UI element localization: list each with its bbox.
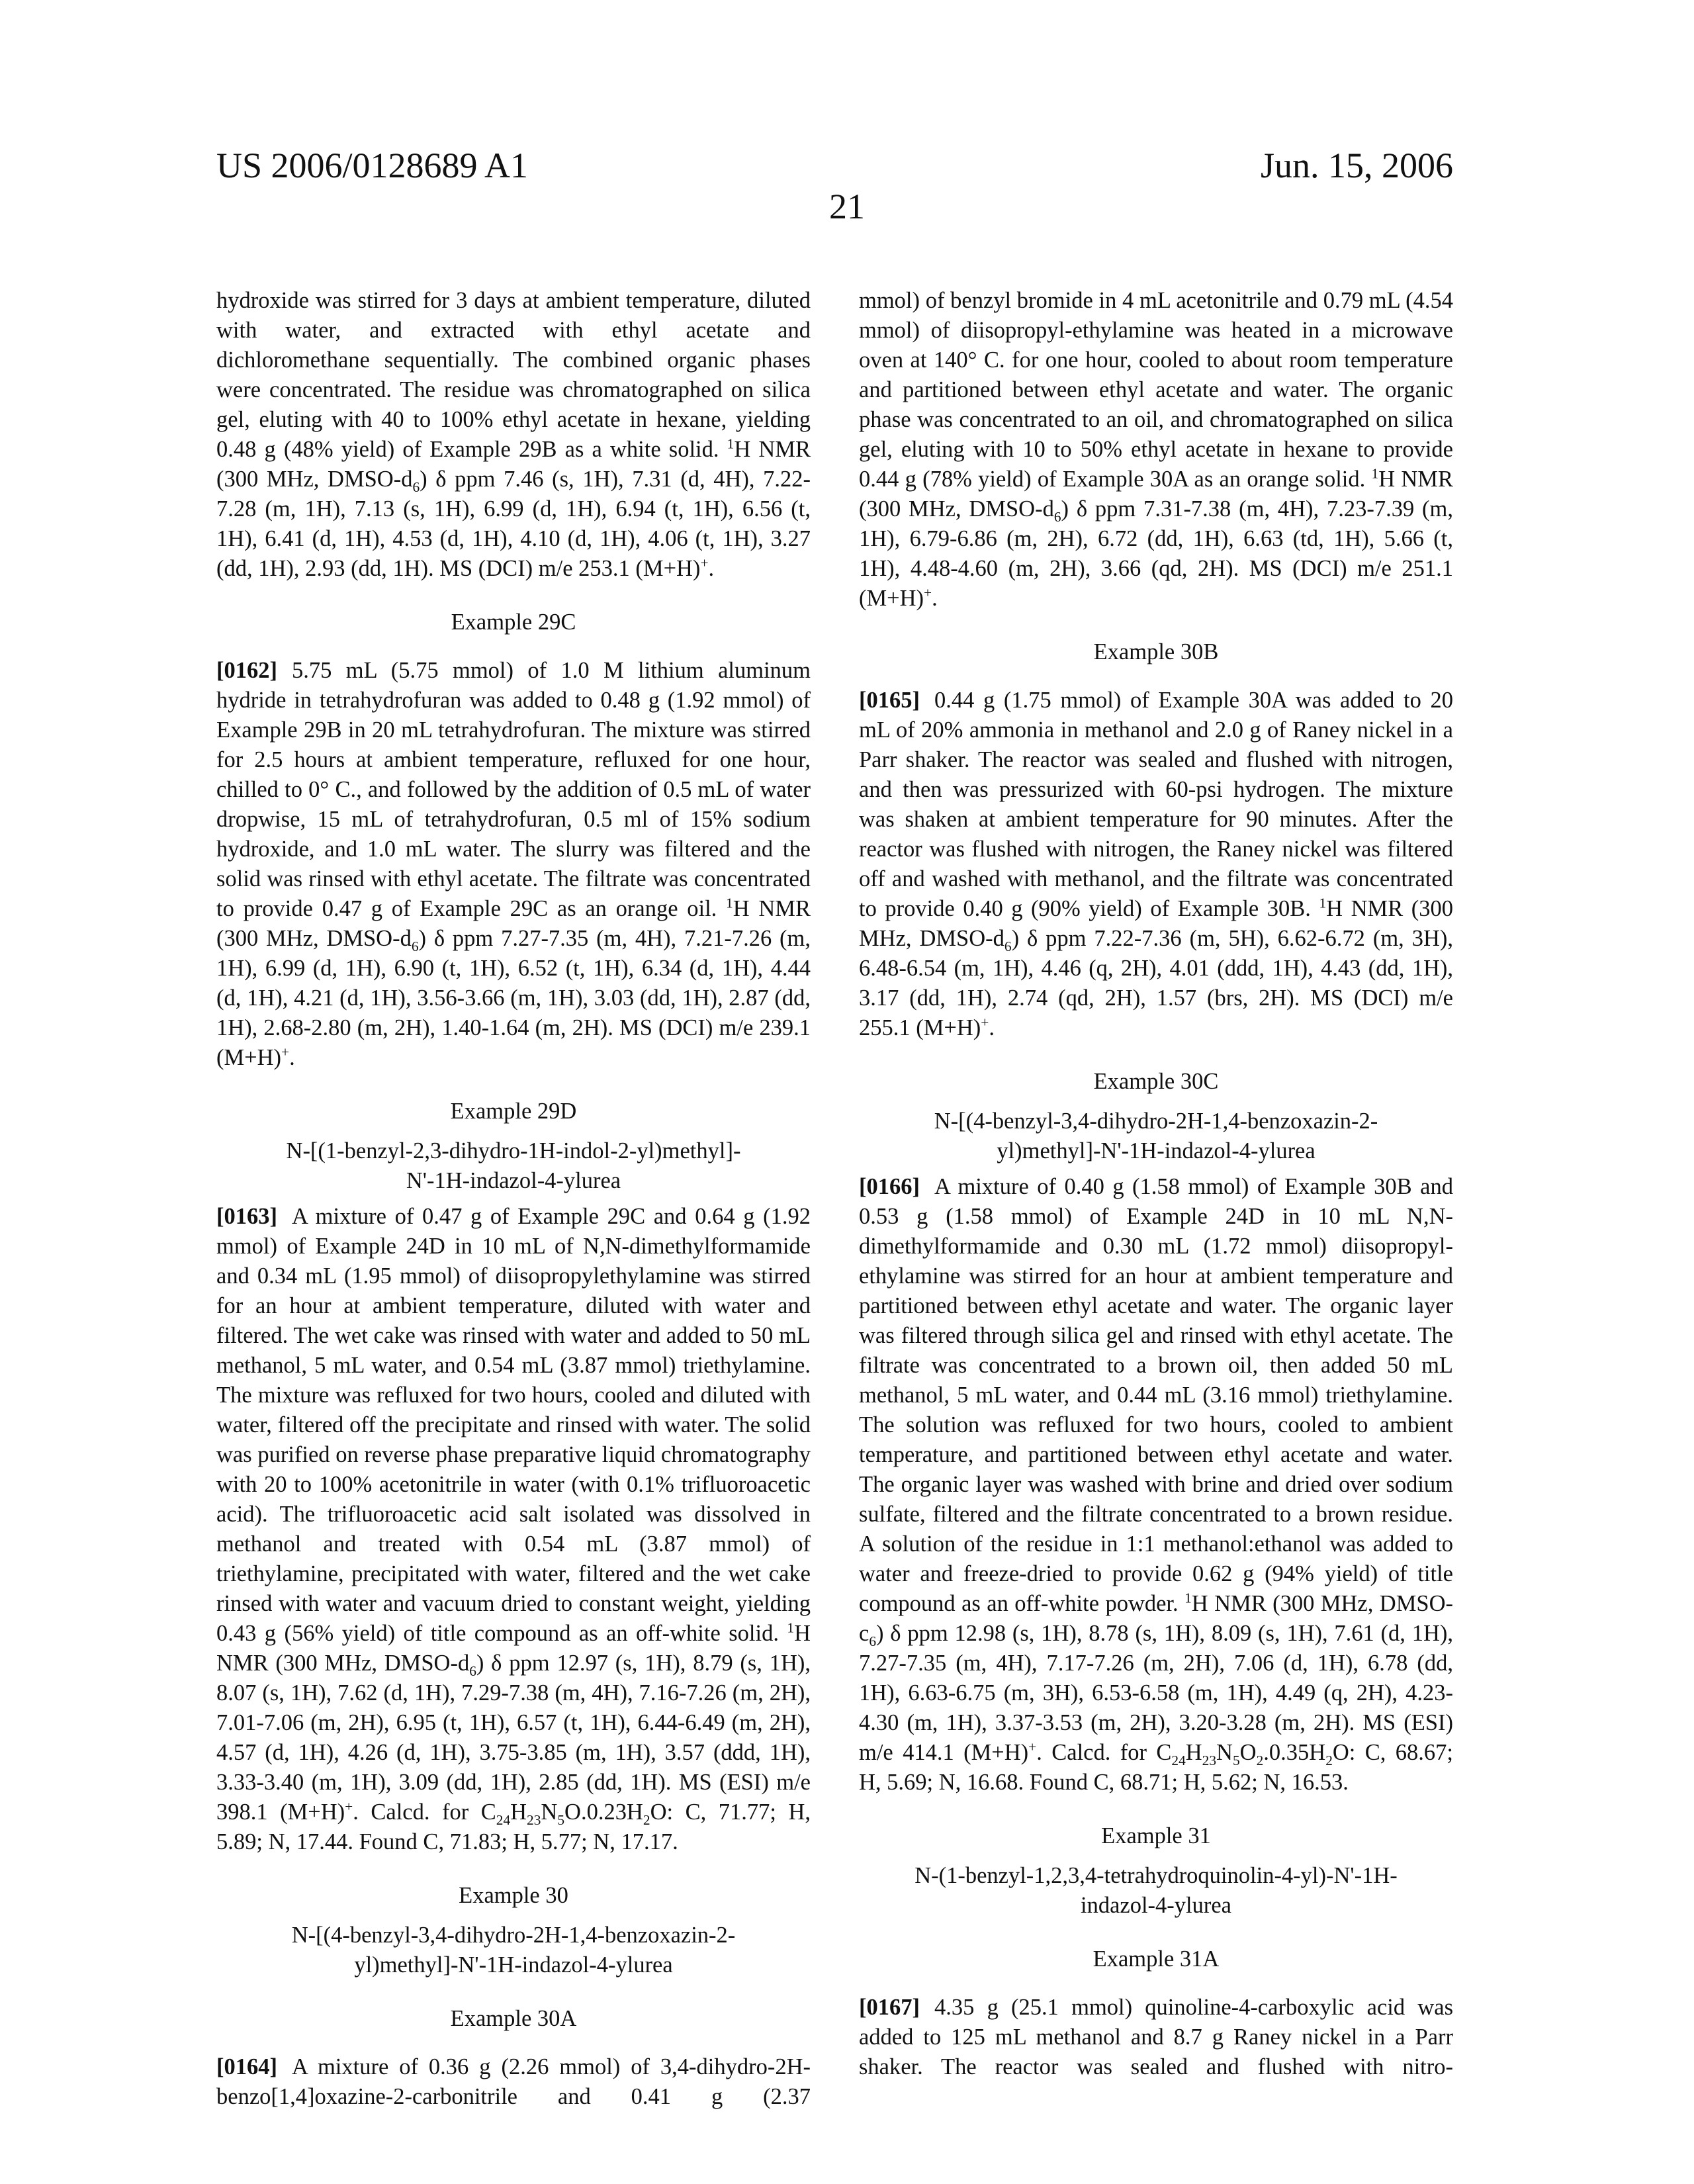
patent-number: US 2006/0128689 A1	[216, 144, 528, 187]
paragraph	[216, 656, 811, 1073]
subscript: 6	[412, 938, 419, 954]
text-run: H NMR (300 MHz, DMSO-d	[216, 437, 811, 492]
text-run: ) δ ppm 7.46 (s, 1H), 7.31 (d, 4H), 7.22-7.28 (m, 1H), 7.13 (s, 1H), 6.99 (d, 1H), 6.94 (t, 1H), 6.56 (t, 1H), 6.41 (d, 1H), 4.53 (d, 1H), 4.10 (d, 1H), 4.06 (t, 1H), 3.27 (dd, 1H), 2.93 (dd, 1H). MS (DCI) m/e 253.1 (M+H)	[216, 467, 811, 581]
example-heading: Example 29D	[216, 1097, 811, 1126]
text-run: hydroxide was stirred for 3 days at ambient temperature, diluted with water, and extracted with ethyl acetate and dichloromethane sequentially. The combined organic phases were concentrated. The residue was chromatographed on silica gel, eluting with 40 to 100% ethyl acetate in hexane, yielding 0.48 g (48% yield) of Example 29B as a white solid.	[216, 288, 811, 462]
text-run: .	[989, 1015, 995, 1040]
subscript: 5	[1233, 1752, 1240, 1768]
subscript: 6	[469, 1663, 476, 1679]
superscript: 1	[1319, 895, 1326, 911]
text-run: H NMR (300 MHz, DMSO-d	[216, 896, 811, 951]
paragraph-number: [0165]	[859, 688, 920, 713]
paragraph-number: [0166]	[859, 1174, 920, 1199]
superscript: +	[924, 585, 932, 601]
text-run: .	[709, 556, 715, 581]
compound-title: N-[(4-benzyl-3,4-dihydro-2H-1,4-benzoxazin-2-yl)methyl]-N'-1H-indazol-4-ylurea	[905, 1107, 1407, 1166]
text-run: N	[1216, 1740, 1233, 1765]
subscript: 23	[527, 1812, 541, 1828]
text-run: . Calcd. for C	[353, 1799, 496, 1825]
superscript: 1	[787, 1620, 794, 1636]
text-run: 5.75 mL (5.75 mmol) of 1.0 M lithium aluminum hydride in tetrahydrofuran was added to 0.48 g (1.92 mmol) of Example 29B in 20 mL tetrahydrofuran. The mixture was stirred for 2.5 hours at ambient temperature, refluxed for one hour, chilled to 0° C., and followed by the addition of 0.5 mL of water dropwise, 15 mL of tetrahydrofuran, 0.5 ml of 15% sodium hydroxide, and 1.0 mL water. The slurry was filtered and the solid was rinsed with ethyl acetate. The filtrate was concentrated to provide 0.47 g of Example 29C as an orange oil.	[216, 658, 811, 921]
text-run: O: C, 68.67; H, 5.69; N, 16.68. Found C, 68.71; H, 5.62; N, 16.53.	[859, 1740, 1453, 1795]
text-run: A mixture of 0.40 g (1.58 mmol) of Example 30B and 0.53 g (1.58 mmol) of Example 24D in 10 mL N,N-dimethylformamide and 0.30 mL (1.72 mmol) diisopropyl-ethylamine was stirred for an hour at ambient temperature and partitioned between ethyl acetate and water. The organic layer was filtered through silica gel and rinsed with ethyl acetate. The filtrate was concentrated to a brown oil, then added 50 mL methanol, 5 mL water, and 0.44 mL (3.16 mmol) triethylamine. The solution was refluxed for two hours, cooled to ambient temperature, and partitioned between ethyl acetate and water. The organic layer was washed with brine and dried over sodium sulfate, filtered and the filtrate concentrated to a brown residue. A solution of the residue in 1:1 methanol:ethanol was added to water and freeze-dried to provide 0.62 g (94% yield) of title compound as an off-white powder.	[859, 1174, 1453, 1616]
text-run: ) δ ppm 12.97 (s, 1H), 8.79 (s, 1H), 8.07 (s, 1H), 7.62 (d, 1H), 7.29-7.38 (m, 4H), 7.16-7.26 (m, 2H), 7.01-7.06 (m, 2H), 6.95 (t, 1H), 6.57 (t, 1H), 6.44-6.49 (m, 2H), 4.57 (d, 1H), 4.26 (d, 1H), 3.75-3.85 (m, 1H), 3.57 (ddd, 1H), 3.33-3.40 (m, 1H), 3.09 (dd, 1H), 2.85 (dd, 1H). MS (ESI) m/e 398.1 (M+H)	[216, 1651, 811, 1825]
text-run: ) δ ppm 12.98 (s, 1H), 8.78 (s, 1H), 8.09 (s, 1H), 7.61 (d, 1H), 7.27-7.35 (m, 4H), 7.17-7.26 (m, 2H), 7.06 (d, 1H), 6.78 (dd, 1H), 6.63-6.75 (m, 3H), 6.53-6.58 (m, 1H), 4.49 (q, 2H), 4.23-4.30 (m, 1H), 3.37-3.53 (m, 2H), 3.20-3.28 (m, 2H). MS (ESI) m/e 414.1 (M+H)	[859, 1621, 1453, 1765]
paragraph-number: [0164]	[216, 2054, 277, 2079]
text-run: H NMR (300 MHz, DMSO-c	[859, 1591, 1453, 1646]
subscript: 2	[1257, 1752, 1264, 1768]
text-run: H NMR (300 MHz, DMSO-d	[859, 896, 1453, 951]
text-run: H	[510, 1799, 527, 1825]
left-column	[216, 286, 811, 2112]
superscript: +	[700, 555, 708, 571]
paragraph	[216, 2052, 811, 2112]
text-run: ) δ ppm 7.27-7.35 (m, 4H), 7.21-7.26 (m, 1H), 6.99 (d, 1H), 6.90 (t, 1H), 6.52 (t, 1H), 6.34 (d, 1H), 4.44 (d, 1H), 4.21 (d, 1H), 3.56-3.66 (m, 1H), 3.03 (dd, 1H), 2.87 (dd, 1H), 2.68-2.80 (m, 2H), 1.40-1.64 (m, 2H). MS (DCI) m/e 239.1 (M+H)	[216, 926, 811, 1070]
text-run: H NMR (300 MHz, DMSO-d	[859, 467, 1453, 522]
text-run: .	[289, 1045, 295, 1070]
text-run: . Calcd. for C	[1036, 1740, 1171, 1765]
example-heading: Example 30A	[216, 2004, 811, 2034]
example-heading: Example 30	[216, 1881, 811, 1911]
subscript: 6	[869, 1633, 876, 1649]
compound-title: N-[(1-benzyl-2,3-dihydro-1H-indol-2-yl)methyl]-N'-1H-indazol-4-ylurea	[262, 1136, 765, 1196]
subscript: 2	[1325, 1752, 1333, 1768]
example-heading: Example 30C	[859, 1067, 1453, 1097]
paragraph	[216, 286, 811, 584]
subscript: 24	[496, 1812, 510, 1828]
subscript: 23	[1202, 1752, 1216, 1768]
publication-date: Jun. 15, 2006	[1261, 144, 1453, 187]
subscript: 5	[557, 1812, 564, 1828]
compound-title: N-(1-benzyl-1,2,3,4-tetrahydroquinolin-4-yl)-N'-1H-indazol-4-ylurea	[905, 1861, 1407, 1921]
text-run: ) δ ppm 7.31-7.38 (m, 4H), 7.23-7.39 (m, 1H), 6.79-6.86 (m, 2H), 6.72 (dd, 1H), 6.63 (td, 1H), 5.66 (t, 1H), 4.48-4.60 (m, 2H), 3.66 (qd, 2H). MS (DCI) m/e 251.1 (M+H)	[859, 496, 1453, 611]
paragraph	[859, 1993, 1453, 2082]
text-run: O.0.23H	[564, 1799, 643, 1825]
subscript: 6	[1054, 509, 1061, 525]
paragraph	[859, 286, 1453, 614]
text-run: 4.35 g (25.1 mmol) quinoline-4-carboxylic acid was added to 125 mL methanol and 8.7 g Raney nickel in a Parr shaker. The reactor was sealed and flushed with nitro-	[859, 1995, 1453, 2079]
example-heading: Example 31A	[859, 1944, 1453, 1974]
subscript: 6	[412, 479, 420, 495]
compound-title: N-[(4-benzyl-3,4-dihydro-2H-1,4-benzoxazin-2-yl)methyl]-N'-1H-indazol-4-ylurea	[262, 1921, 765, 1980]
paragraph-number: [0167]	[859, 1995, 920, 2020]
text-run: ) δ ppm 7.22-7.36 (m, 5H), 6.62-6.72 (m, 3H), 6.48-6.54 (m, 1H), 4.46 (q, 2H), 4.01 (ddd, 1H), 4.43 (dd, 1H), 3.17 (dd, 1H), 2.74 (qd, 2H), 1.57 (brs, 2H). MS (DCI) m/e 255.1 (M+H)	[859, 926, 1453, 1040]
text-run: O: C, 71.77; H, 5.89; N, 17.44. Found C, 71.83; H, 5.77; N, 17.17.	[216, 1799, 811, 1854]
text-run: N	[541, 1799, 557, 1825]
text-run: A mixture of 0.36 g (2.26 mmol) of 3,4-dihydro-2H-benzo[1,4]oxazine-2-carbonitrile and 0.41 g (2.37	[216, 2054, 811, 2109]
paragraph	[859, 1172, 1453, 1797]
text-run: 0.44 g (1.75 mmol) of Example 30A was added to 20 mL of 20% ammonia in methanol and 2.0 g of Raney nickel in a Parr shaker. The reactor was sealed and flushed with nitrogen, and then was pressurized with 60-psi hydrogen. The mixture was shaken at ambient temperature for 90 minutes. After the reactor was flushed with nitrogen, the Raney nickel was filtered off and washed with methanol, and the filtrate was concentrated to provide 0.40 g (90% yield) of Example 30B.	[859, 688, 1453, 921]
superscript: 1	[727, 436, 735, 452]
superscript: 1	[1184, 1590, 1192, 1606]
superscript: +	[345, 1799, 353, 1815]
example-heading: Example 30B	[859, 637, 1453, 667]
text-run: O	[1240, 1740, 1257, 1765]
paragraph-number: [0162]	[216, 658, 277, 683]
example-heading: Example 31	[859, 1821, 1453, 1851]
subscript: 24	[1171, 1752, 1185, 1768]
example-heading: Example 29C	[216, 608, 811, 637]
page-number: 21	[0, 185, 1694, 228]
paragraph-number: [0163]	[216, 1204, 277, 1229]
text-run: .	[932, 586, 938, 611]
right-column	[859, 286, 1453, 2082]
superscript: 1	[726, 895, 733, 911]
text-run: .0.35H	[1263, 1740, 1325, 1765]
text-run: mmol) of benzyl bromide in 4 mL acetonitrile and 0.79 mL (4.54 mmol) of diisopropyl-ethylamine was heated in a microwave oven at 140° C. for one hour, cooled to about room temperature and partitioned between ethyl acetate and water. The organic phase was concentrated to an oil, and chromatographed on silica gel, eluting with 10 to 50% ethyl acetate in hexane to provide 0.44 g (78% yield) of Example 30A as an orange solid.	[859, 288, 1453, 492]
subscript: 2	[643, 1812, 650, 1828]
superscript: +	[281, 1044, 289, 1060]
superscript: +	[1028, 1739, 1036, 1755]
superscript: 1	[1372, 466, 1379, 482]
subscript: 6	[1004, 938, 1012, 954]
paragraph	[216, 1202, 811, 1857]
paragraph	[859, 686, 1453, 1043]
superscript: +	[981, 1015, 989, 1030]
text-run: H NMR (300 MHz, DMSO-d	[216, 1621, 811, 1676]
text-run: H	[1186, 1740, 1202, 1765]
text-run: A mixture of 0.47 g of Example 29C and 0.64 g (1.92 mmol) of Example 24D in 10 mL of N,N-dimethylformamide and 0.34 mL (1.95 mmol) of diisopropylethylamine was stirred for an hour at ambient temperature, diluted with water and filtered. The wet cake was rinsed with water and added to 50 mL methanol, 5 mL water, and 0.54 mL (3.87 mmol) triethylamine. The mixture was refluxed for two hours, cooled and diluted with water, filtered off the precipitate and rinsed with water. The solid was purified on reverse phase preparative liquid chromatography with 20 to 100% acetonitrile in water (with 0.1% trifluoroacetic acid). The trifluoroacetic acid salt isolated was dissolved in methanol and treated with 0.54 mL (3.87 mmol) of triethylamine, precipitated with water, filtered and the wet cake rinsed with water and vacuum dried to constant weight, yielding 0.43 g (56% yield) of title compound as an off-white solid.	[216, 1204, 811, 1646]
